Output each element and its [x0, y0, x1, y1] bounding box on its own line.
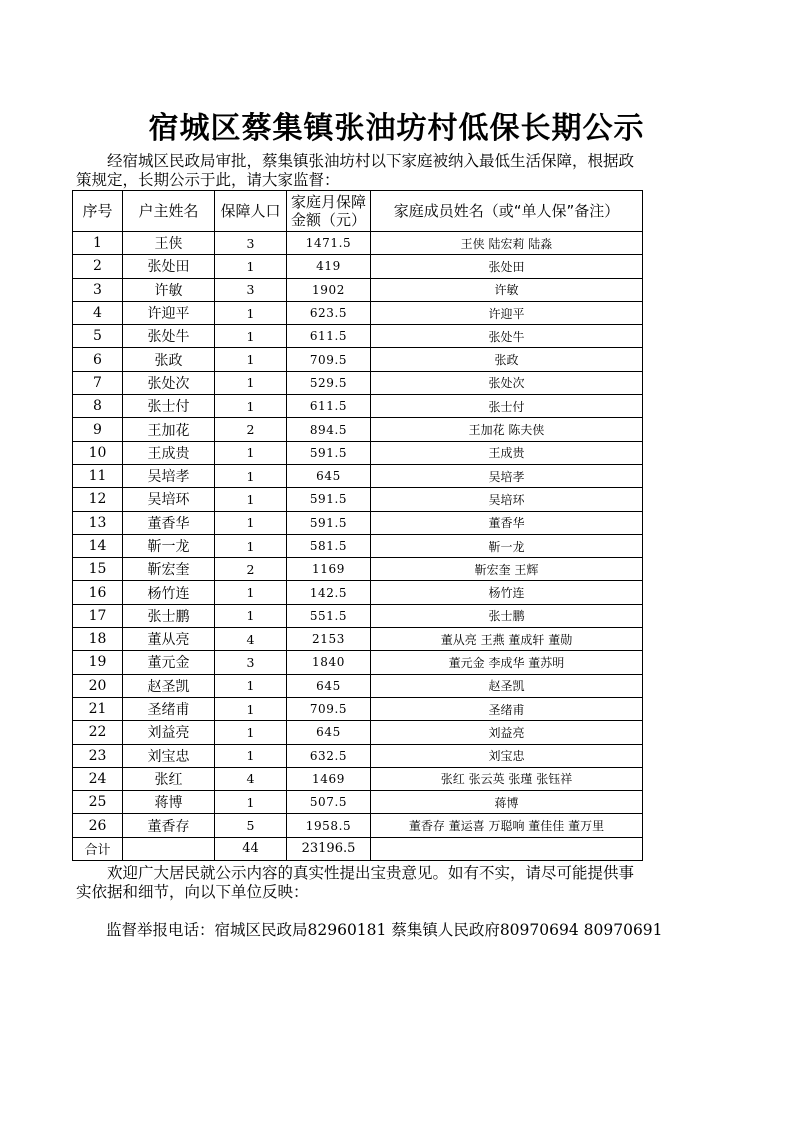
cell-index: 7 — [73, 371, 123, 394]
cell-householder: 张士付 — [123, 395, 215, 418]
cell-members: 张处田 — [371, 255, 643, 278]
cell-amount: 581.5 — [287, 534, 371, 557]
table-row — [73, 674, 643, 697]
cell-amount: 591.5 — [287, 441, 371, 464]
cell-index: 26 — [73, 814, 123, 837]
cell-members: 刘宝忠 — [371, 744, 643, 767]
cell-population: 3 — [215, 232, 287, 255]
table-row — [73, 721, 643, 744]
cell-householder: 王侠 — [123, 232, 215, 255]
cell-members: 张处次 — [371, 371, 643, 394]
total-empty — [123, 837, 215, 860]
cell-population: 1 — [215, 791, 287, 814]
cell-index: 25 — [73, 791, 123, 814]
cell-members: 董香存 董运喜 万聪响 董佳佳 董万里 — [371, 814, 643, 837]
cell-members: 王成贵 — [371, 441, 643, 464]
cell-householder: 赵圣凯 — [123, 674, 215, 697]
cell-amount: 591.5 — [287, 488, 371, 511]
cell-population: 1 — [215, 348, 287, 371]
cell-householder: 杨竹连 — [123, 581, 215, 604]
cell-index: 20 — [73, 674, 123, 697]
table-row — [73, 581, 643, 604]
cell-householder: 董从亮 — [123, 628, 215, 651]
cell-amount: 1902 — [287, 278, 371, 301]
cell-householder: 圣绪甫 — [123, 697, 215, 720]
cell-population: 2 — [215, 418, 287, 441]
cell-householder: 张处田 — [123, 255, 215, 278]
table-row — [73, 791, 643, 814]
cell-amount: 551.5 — [287, 604, 371, 627]
cell-amount: 645 — [287, 464, 371, 487]
cell-index: 14 — [73, 534, 123, 557]
cell-population: 1 — [215, 744, 287, 767]
cell-members: 杨竹连 — [371, 581, 643, 604]
assistance-table — [72, 190, 643, 861]
cell-members: 靳宏奎 王辉 — [371, 558, 643, 581]
cell-index: 23 — [73, 744, 123, 767]
cell-index: 18 — [73, 628, 123, 651]
table-row — [73, 767, 643, 790]
cell-householder: 靳宏奎 — [123, 558, 215, 581]
cell-householder: 蒋博 — [123, 791, 215, 814]
cell-householder: 许敏 — [123, 278, 215, 301]
cell-members: 董元金 李成华 董苏明 — [371, 651, 643, 674]
cell-amount: 611.5 — [287, 325, 371, 348]
cell-members: 圣绪甫 — [371, 697, 643, 720]
cell-householder: 董香华 — [123, 511, 215, 534]
table-row — [73, 371, 643, 394]
table-row — [73, 441, 643, 464]
cell-index: 24 — [73, 767, 123, 790]
page-title: 宿城区蔡集镇张油坊村低保长期公示 — [148, 111, 645, 146]
table-row — [73, 395, 643, 418]
header-amount: 家庭月保障金额（元） — [287, 191, 371, 232]
cell-members: 刘益亮 — [371, 721, 643, 744]
table-row — [73, 255, 643, 278]
cell-members: 张红 张云英 张瑾 张钰祥 — [371, 767, 643, 790]
cell-amount: 709.5 — [287, 348, 371, 371]
cell-householder: 董元金 — [123, 651, 215, 674]
cell-members: 王加花 陈夫侠 — [371, 418, 643, 441]
cell-index: 19 — [73, 651, 123, 674]
table-row — [73, 604, 643, 627]
table-row — [73, 534, 643, 557]
cell-members: 张处牛 — [371, 325, 643, 348]
total-label: 合计 — [73, 837, 123, 860]
cell-amount: 507.5 — [287, 791, 371, 814]
cell-index: 5 — [73, 325, 123, 348]
cell-amount: 894.5 — [287, 418, 371, 441]
cell-index: 2 — [73, 255, 123, 278]
cell-members: 吴培孝 — [371, 464, 643, 487]
cell-index: 13 — [73, 511, 123, 534]
total-members-empty — [371, 837, 643, 860]
cell-amount: 529.5 — [287, 371, 371, 394]
header-index: 序号 — [73, 191, 123, 232]
total-row — [73, 837, 643, 860]
cell-amount: 1469 — [287, 767, 371, 790]
cell-amount: 591.5 — [287, 511, 371, 534]
cell-population: 3 — [215, 651, 287, 674]
cell-members: 王侠 陆宏莉 陆淼 — [371, 232, 643, 255]
cell-amount: 645 — [287, 721, 371, 744]
table-row — [73, 348, 643, 371]
cell-householder: 张处牛 — [123, 325, 215, 348]
cell-index: 1 — [73, 232, 123, 255]
cell-population: 1 — [215, 604, 287, 627]
table-row — [73, 325, 643, 348]
cell-householder: 刘宝忠 — [123, 744, 215, 767]
report-phone-line: 监督举报电话：宿城区民政局82960181 蔡集镇人民政府80970694 80970691 — [106, 921, 663, 939]
table-row — [73, 278, 643, 301]
cell-population: 1 — [215, 255, 287, 278]
cell-members: 靳一龙 — [371, 534, 643, 557]
cell-members: 张士鹏 — [371, 604, 643, 627]
cell-index: 9 — [73, 418, 123, 441]
cell-index: 10 — [73, 441, 123, 464]
table-row — [73, 301, 643, 324]
header-population: 保障人口 — [215, 191, 287, 232]
cell-amount: 1471.5 — [287, 232, 371, 255]
cell-population: 5 — [215, 814, 287, 837]
cell-population: 1 — [215, 581, 287, 604]
cell-members: 许迎平 — [371, 301, 643, 324]
cell-amount: 611.5 — [287, 395, 371, 418]
table-row — [73, 697, 643, 720]
table-row — [73, 814, 643, 837]
cell-index: 8 — [73, 395, 123, 418]
cell-amount: 142.5 — [287, 581, 371, 604]
cell-population: 1 — [215, 488, 287, 511]
cell-householder: 许迎平 — [123, 301, 215, 324]
header-householder: 户主姓名 — [123, 191, 215, 232]
cell-members: 张政 — [371, 348, 643, 371]
table-header-row — [73, 191, 643, 232]
total-population: 44 — [215, 837, 287, 860]
cell-index: 22 — [73, 721, 123, 744]
cell-amount: 645 — [287, 674, 371, 697]
cell-householder: 刘益亮 — [123, 721, 215, 744]
cell-amount: 623.5 — [287, 301, 371, 324]
cell-amount: 632.5 — [287, 744, 371, 767]
cell-population: 1 — [215, 325, 287, 348]
cell-index: 12 — [73, 488, 123, 511]
cell-index: 11 — [73, 464, 123, 487]
table-row — [73, 744, 643, 767]
feedback-note: 欢迎广大居民就公示内容的真实性提出宝贵意见。如有不实，请尽可能提供事实依据和细节，向以下单位反映： — [76, 864, 635, 901]
cell-amount: 709.5 — [287, 697, 371, 720]
cell-amount: 1958.5 — [287, 814, 371, 837]
header-members: 家庭成员姓名（或“单人保”备注） — [371, 191, 643, 232]
intro-paragraph: 经宿城区民政局审批，蔡集镇张油坊村以下家庭被纳入最低生活保障，根据政策规定，长期公示于此，请大家监督： — [76, 152, 635, 189]
cell-population: 1 — [215, 301, 287, 324]
table-row — [73, 511, 643, 534]
table-row — [73, 464, 643, 487]
cell-members: 许敏 — [371, 278, 643, 301]
cell-householder: 王成贵 — [123, 441, 215, 464]
cell-population: 1 — [215, 441, 287, 464]
cell-index: 21 — [73, 697, 123, 720]
cell-population: 1 — [215, 721, 287, 744]
cell-members: 张士付 — [371, 395, 643, 418]
cell-population: 4 — [215, 628, 287, 651]
cell-householder: 王加花 — [123, 418, 215, 441]
cell-householder: 靳一龙 — [123, 534, 215, 557]
cell-members: 赵圣凯 — [371, 674, 643, 697]
cell-population: 1 — [215, 534, 287, 557]
table-row — [73, 651, 643, 674]
cell-members: 蒋博 — [371, 791, 643, 814]
cell-population: 4 — [215, 767, 287, 790]
cell-population: 1 — [215, 371, 287, 394]
cell-amount: 419 — [287, 255, 371, 278]
cell-index: 6 — [73, 348, 123, 371]
cell-population: 1 — [215, 395, 287, 418]
table-row — [73, 558, 643, 581]
cell-householder: 张处次 — [123, 371, 215, 394]
table-row — [73, 418, 643, 441]
cell-index: 16 — [73, 581, 123, 604]
cell-householder: 吴培环 — [123, 488, 215, 511]
cell-population: 1 — [215, 511, 287, 534]
cell-amount: 1169 — [287, 558, 371, 581]
cell-index: 3 — [73, 278, 123, 301]
table-row — [73, 488, 643, 511]
cell-index: 15 — [73, 558, 123, 581]
cell-householder: 张士鹏 — [123, 604, 215, 627]
cell-householder: 董香存 — [123, 814, 215, 837]
cell-householder: 张政 — [123, 348, 215, 371]
cell-members: 吴培环 — [371, 488, 643, 511]
total-amount: 23196.5 — [287, 837, 371, 860]
cell-householder: 张红 — [123, 767, 215, 790]
cell-population: 3 — [215, 278, 287, 301]
cell-amount: 1840 — [287, 651, 371, 674]
table-row — [73, 232, 643, 255]
cell-population: 1 — [215, 674, 287, 697]
cell-index: 17 — [73, 604, 123, 627]
cell-amount: 2153 — [287, 628, 371, 651]
cell-householder: 吴培孝 — [123, 464, 215, 487]
cell-population: 1 — [215, 697, 287, 720]
cell-members: 董香华 — [371, 511, 643, 534]
cell-population: 2 — [215, 558, 287, 581]
table-row — [73, 628, 643, 651]
cell-population: 1 — [215, 464, 287, 487]
cell-index: 4 — [73, 301, 123, 324]
cell-members: 董从亮 王燕 董成轩 董勋 — [371, 628, 643, 651]
